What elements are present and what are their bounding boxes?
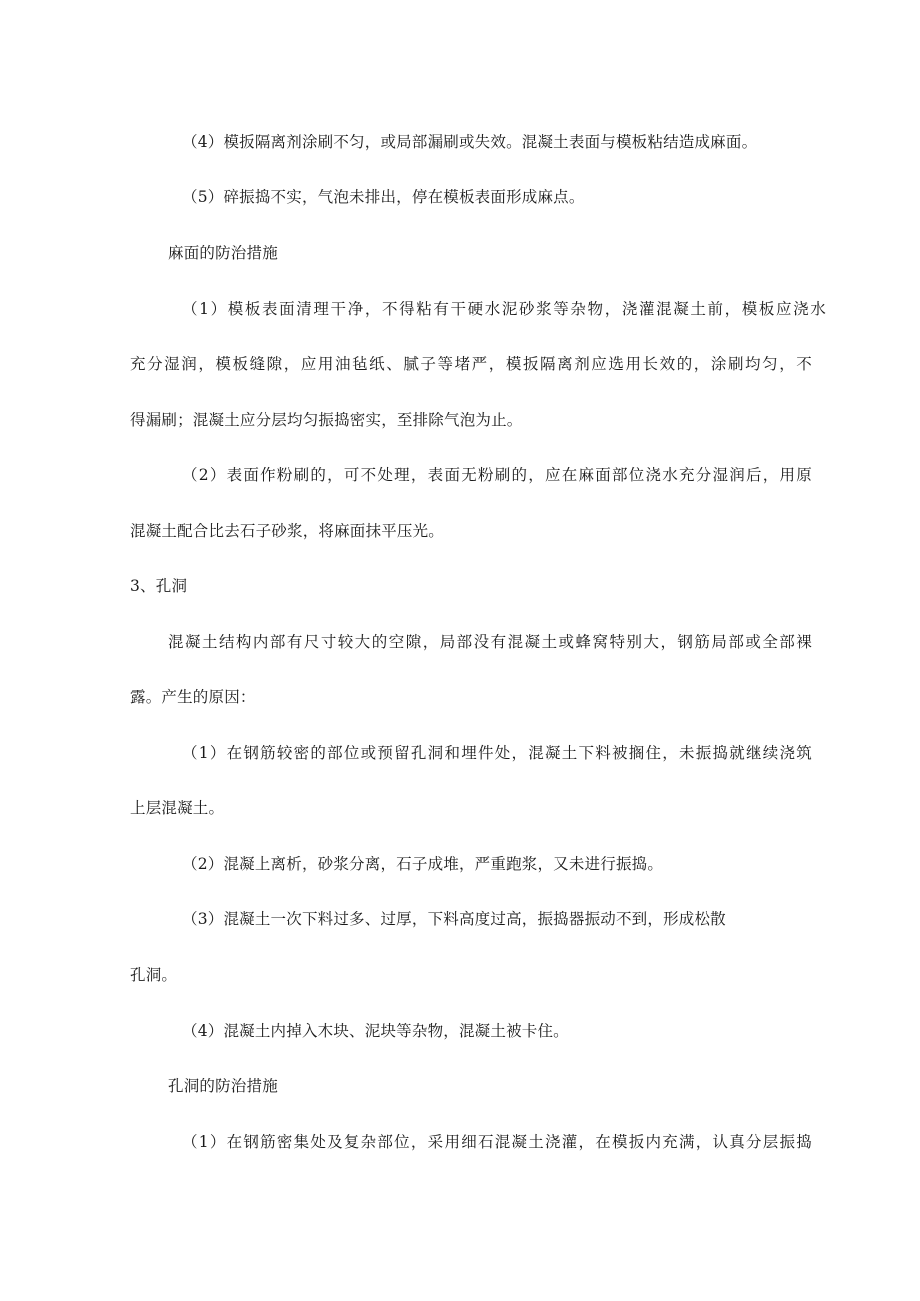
paragraph-line: （5）碎振捣不实，气泡未排出，停在模板表面形成麻点。 xyxy=(182,188,585,206)
paragraph-line: （1）在钢筋密集处及复杂部位，采用细石混凝土浇灌，在模扳内充满，认真分层振捣 xyxy=(182,1133,812,1151)
paragraph-line: 充分湿润，模板缝隙，应用油毡纸、腻子等堵严，模扳隔离剂应选用长效的，涂刷均匀，不 xyxy=(130,355,812,373)
paragraph-line: 得漏刷；混凝土应分层均匀振捣密实，至排除气泡为止。 xyxy=(130,411,523,429)
paragraph-line: （4）混凝土内掉入木块、泥块等杂物，混凝土被卡住。 xyxy=(182,1022,569,1040)
section-heading: 孔洞的防治措施 xyxy=(168,1077,278,1095)
paragraph-line: 露。产生的原因： xyxy=(130,688,256,706)
paragraph-line: （1）模板表面清理干净，不得粘有干硬水泥砂浆等杂物，浇灌混凝土前，模板应浇水 xyxy=(182,300,826,318)
paragraph-line: （3）混凝土一次下料过多、过厚，下料高度过高，振捣器振动不到，形成松散 xyxy=(182,910,726,928)
paragraph-line: 上层混凝土。 xyxy=(130,799,225,817)
paragraph-line: （2）混凝上离析，砂浆分离，石子成堆，严重跑浆，又未进行振捣。 xyxy=(182,855,664,873)
paragraph-line: 孔洞。 xyxy=(130,966,178,984)
paragraph-line: （4）模扳隔离剂涂刷不匀，或局部漏刷或失效。混凝土表面与模板粘结造成麻面。 xyxy=(182,133,758,151)
paragraph-line: （1）在钢筋较密的部位或预留孔洞和埋件处，混凝土下料被搁住，未振捣就继续浇筑 xyxy=(182,744,812,762)
section-heading: 3、孔洞 xyxy=(130,577,188,595)
paragraph-line: （2）表面作粉刷的，可不处理，表面无粉刷的，应在麻面部位浇水充分湿润后，用原 xyxy=(182,466,812,484)
paragraph-line: 混凝土配合比去石子砂浆，将麻面抹平压光。 xyxy=(130,522,445,540)
paragraph-line: 混凝土结构内部有尺寸较大的空隙，局部没有混凝土或蜂窝特别大，钢筋局部或全部裸 xyxy=(168,633,812,651)
section-heading: 麻面的防治措施 xyxy=(168,244,278,262)
